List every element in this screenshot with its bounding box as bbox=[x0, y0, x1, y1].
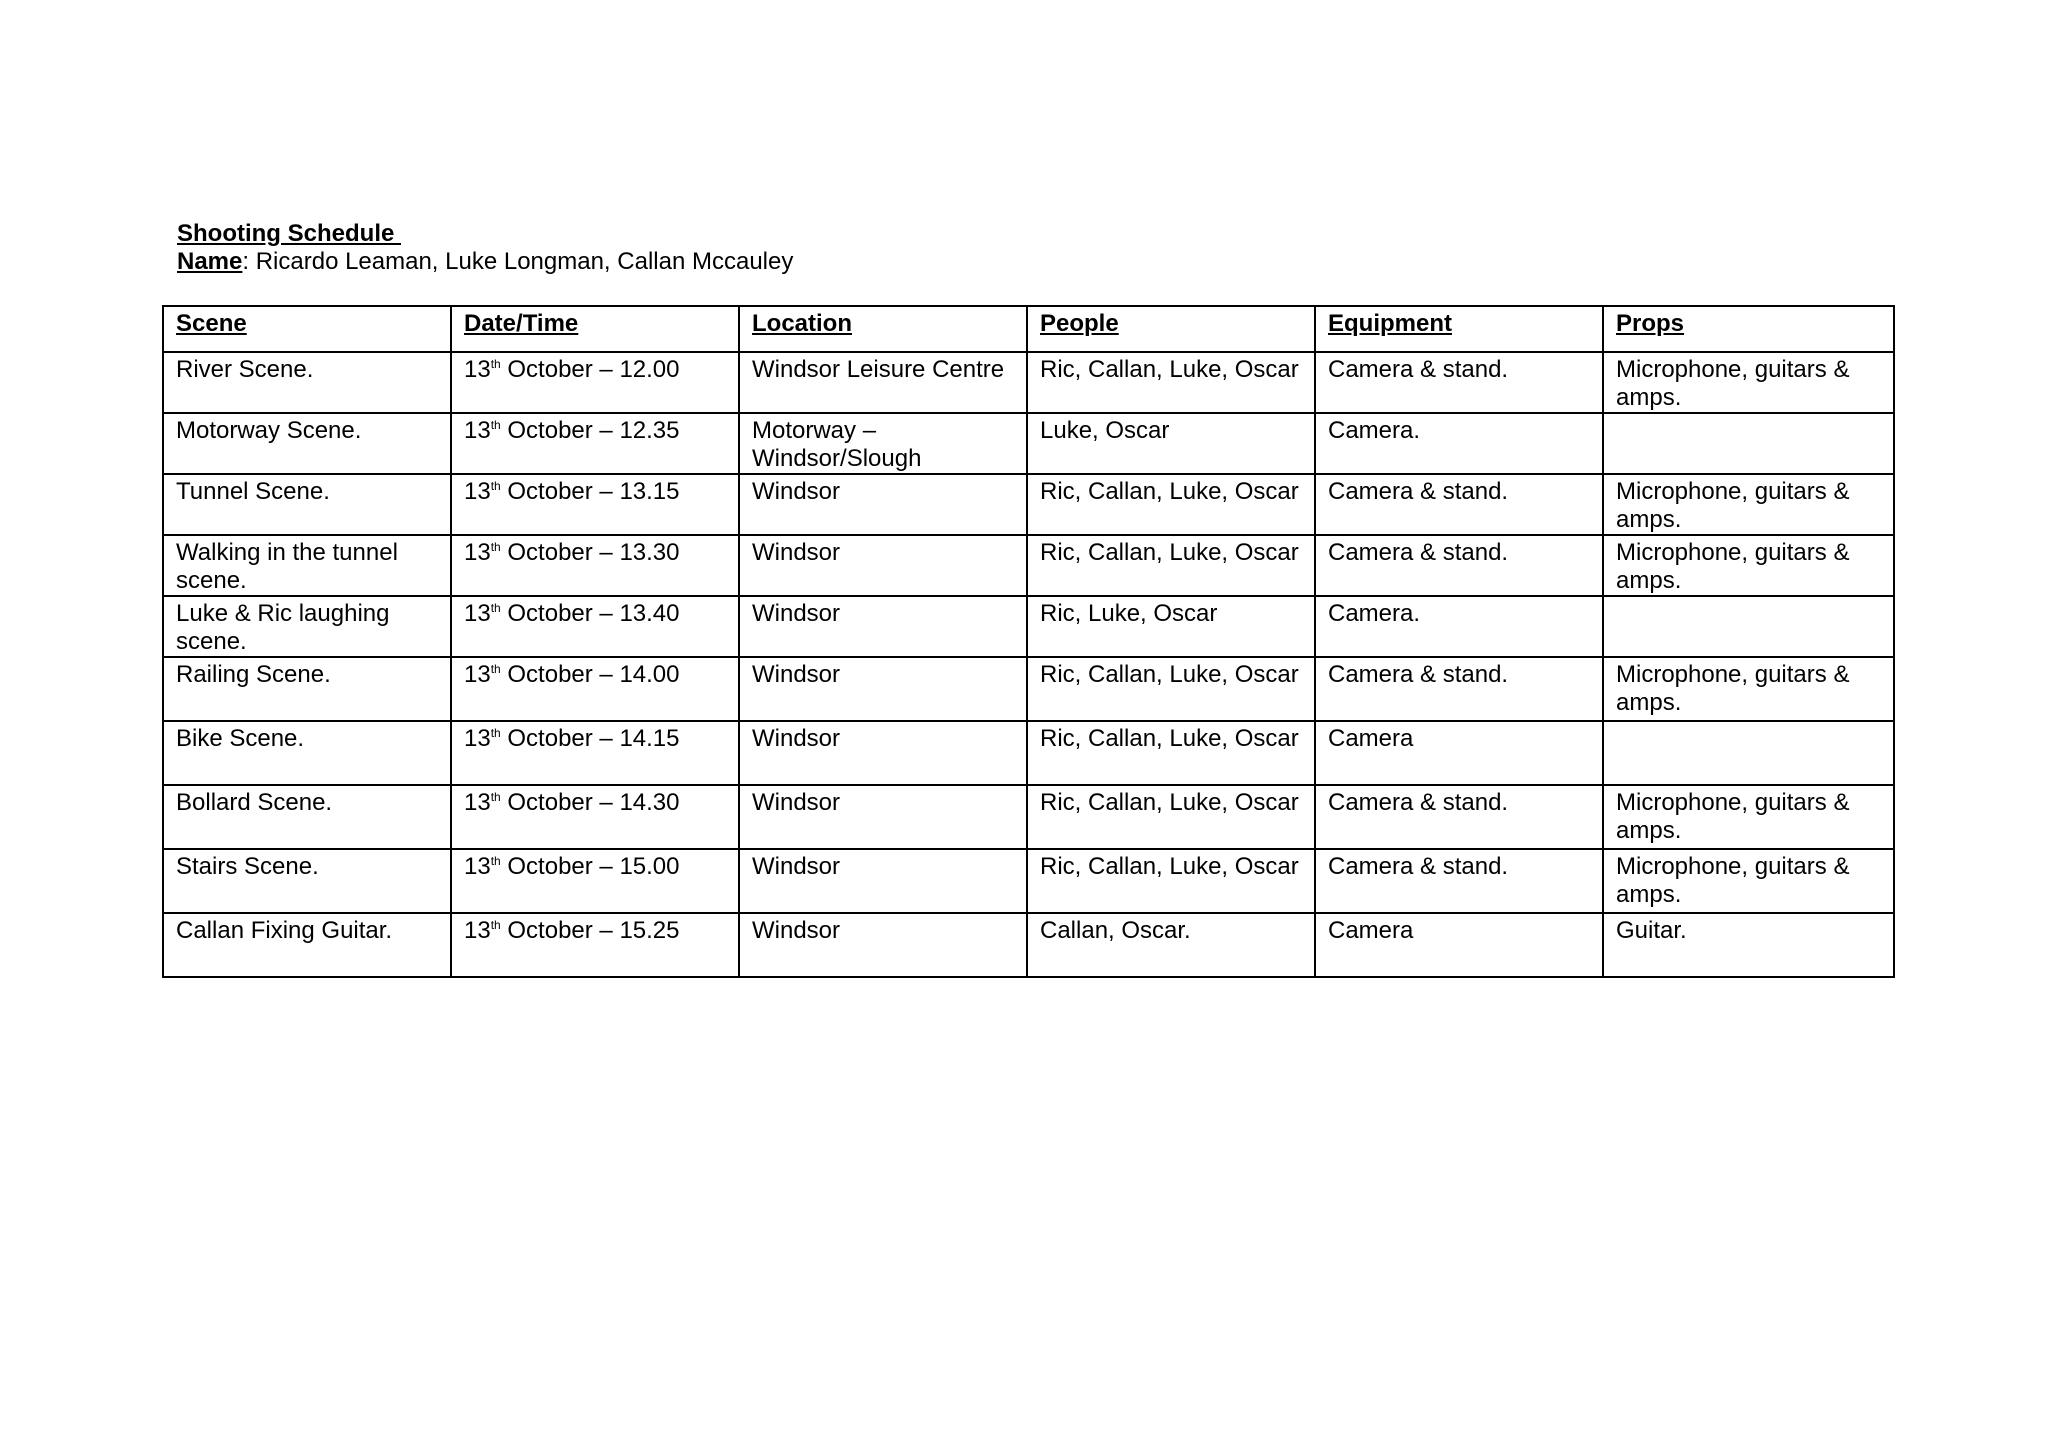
cell-date-time: 13th October – 13.40 bbox=[451, 596, 739, 657]
cell-people: Callan, Oscar. bbox=[1027, 913, 1315, 977]
cell-scene: River Scene. bbox=[163, 352, 451, 413]
cell-location: Windsor bbox=[739, 657, 1027, 721]
cell-scene: Luke & Ric laughing scene. bbox=[163, 596, 451, 657]
cell-equipment: Camera & stand. bbox=[1315, 785, 1603, 849]
cell-equipment: Camera & stand. bbox=[1315, 474, 1603, 535]
cell-location: Windsor bbox=[739, 596, 1027, 657]
table-row bbox=[163, 849, 1894, 913]
cell-props: Microphone, guitars & amps. bbox=[1603, 352, 1894, 413]
cell-scene: Stairs Scene. bbox=[163, 849, 451, 913]
table-row bbox=[163, 535, 1894, 596]
cell-equipment: Camera & stand. bbox=[1315, 352, 1603, 413]
name-label: Name bbox=[177, 248, 243, 275]
cell-equipment: Camera & stand. bbox=[1315, 849, 1603, 913]
table-row bbox=[163, 785, 1894, 849]
cell-scene: Walking in the tunnel scene. bbox=[163, 535, 451, 596]
cell-people: Ric, Callan, Luke, Oscar bbox=[1027, 352, 1315, 413]
cell-scene: Tunnel Scene. bbox=[163, 474, 451, 535]
header-props: Props bbox=[1603, 306, 1894, 352]
title-block bbox=[177, 220, 793, 276]
cell-equipment: Camera. bbox=[1315, 596, 1603, 657]
cell-props: Guitar. bbox=[1603, 913, 1894, 977]
cell-location: Windsor bbox=[739, 785, 1027, 849]
table-row bbox=[163, 352, 1894, 413]
cell-date-time: 13th October – 12.00 bbox=[451, 352, 739, 413]
cell-people: Ric, Callan, Luke, Oscar bbox=[1027, 535, 1315, 596]
cell-location: Windsor bbox=[739, 913, 1027, 977]
cell-date-time: 13th October – 12.35 bbox=[451, 413, 739, 474]
cell-equipment: Camera & stand. bbox=[1315, 657, 1603, 721]
cell-scene: Railing Scene. bbox=[163, 657, 451, 721]
name-line bbox=[177, 248, 793, 276]
cell-scene: Motorway Scene. bbox=[163, 413, 451, 474]
cell-location: Windsor bbox=[739, 849, 1027, 913]
cell-date-time: 13th October – 14.15 bbox=[451, 721, 739, 785]
cell-scene: Bollard Scene. bbox=[163, 785, 451, 849]
cell-people: Ric, Callan, Luke, Oscar bbox=[1027, 721, 1315, 785]
cell-location: Windsor bbox=[739, 721, 1027, 785]
cell-props: Microphone, guitars & amps. bbox=[1603, 474, 1894, 535]
cell-people: Ric, Callan, Luke, Oscar bbox=[1027, 849, 1315, 913]
cell-equipment: Camera. bbox=[1315, 413, 1603, 474]
header-people: People bbox=[1027, 306, 1315, 352]
cell-people: Ric, Luke, Oscar bbox=[1027, 596, 1315, 657]
header-location: Location bbox=[739, 306, 1027, 352]
cell-props bbox=[1603, 721, 1894, 785]
table-row bbox=[163, 596, 1894, 657]
table-row bbox=[163, 657, 1894, 721]
cell-equipment: Camera & stand. bbox=[1315, 535, 1603, 596]
cell-props: Microphone, guitars & amps. bbox=[1603, 535, 1894, 596]
cell-date-time: 13th October – 15.25 bbox=[451, 913, 739, 977]
cell-date-time: 13th October – 13.15 bbox=[451, 474, 739, 535]
header-scene: Scene bbox=[163, 306, 451, 352]
cell-equipment: Camera bbox=[1315, 721, 1603, 785]
cell-people: Ric, Callan, Luke, Oscar bbox=[1027, 474, 1315, 535]
cell-location: Windsor bbox=[739, 474, 1027, 535]
cell-props bbox=[1603, 413, 1894, 474]
cell-props bbox=[1603, 596, 1894, 657]
name-value: : Ricardo Leaman, Luke Longman, Callan Mccauley bbox=[242, 248, 794, 275]
cell-props: Microphone, guitars & amps. bbox=[1603, 849, 1894, 913]
document-title: Shooting Schedule bbox=[177, 220, 402, 247]
cell-date-time: 13th October – 14.30 bbox=[451, 785, 739, 849]
header-date-time: Date/Time bbox=[451, 306, 739, 352]
table-row bbox=[163, 721, 1894, 785]
header-equipment: Equipment bbox=[1315, 306, 1603, 352]
cell-location: Motorway – Windsor/Slough bbox=[739, 413, 1027, 474]
cell-people: Luke, Oscar bbox=[1027, 413, 1315, 474]
cell-scene: Bike Scene. bbox=[163, 721, 451, 785]
cell-props: Microphone, guitars & amps. bbox=[1603, 785, 1894, 849]
cell-date-time: 13th October – 15.00 bbox=[451, 849, 739, 913]
cell-date-time: 13th October – 14.00 bbox=[451, 657, 739, 721]
table-row bbox=[163, 913, 1894, 977]
table-row bbox=[163, 474, 1894, 535]
cell-location: Windsor bbox=[739, 535, 1027, 596]
table-row bbox=[163, 413, 1894, 474]
cell-location: Windsor Leisure Centre bbox=[739, 352, 1027, 413]
shooting-schedule-table bbox=[162, 305, 1895, 978]
cell-people: Ric, Callan, Luke, Oscar bbox=[1027, 657, 1315, 721]
cell-date-time: 13th October – 13.30 bbox=[451, 535, 739, 596]
cell-equipment: Camera bbox=[1315, 913, 1603, 977]
cell-props: Microphone, guitars & amps. bbox=[1603, 657, 1894, 721]
cell-scene: Callan Fixing Guitar. bbox=[163, 913, 451, 977]
cell-people: Ric, Callan, Luke, Oscar bbox=[1027, 785, 1315, 849]
table-header-row bbox=[163, 306, 1894, 352]
